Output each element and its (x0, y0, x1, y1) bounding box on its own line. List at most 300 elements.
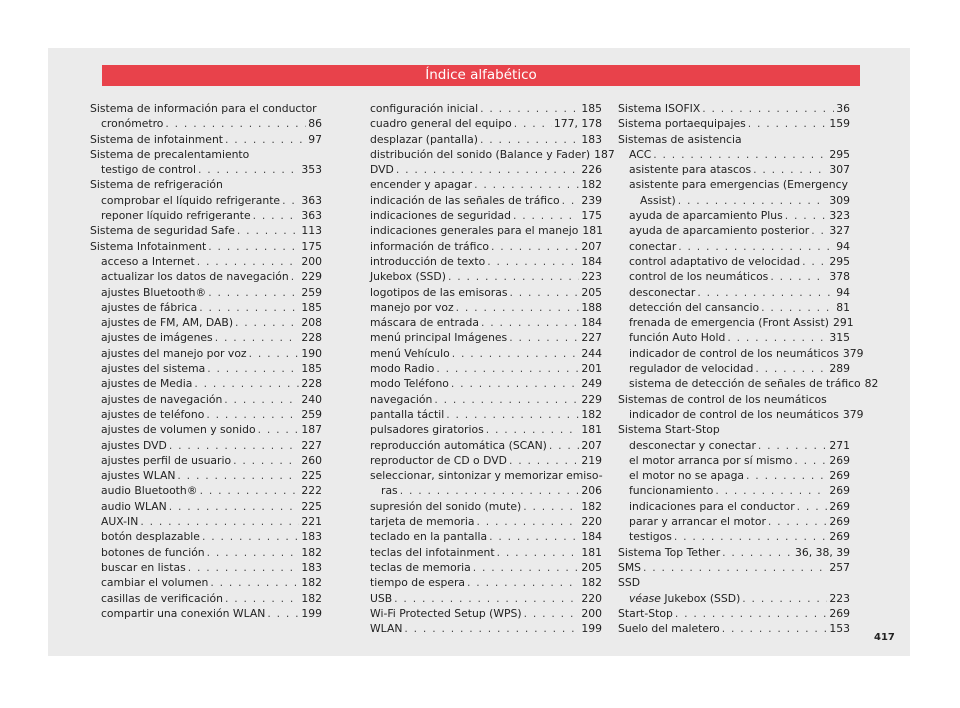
index-entry (90, 560, 322, 575)
index-entry-page: 181 (581, 423, 602, 437)
index-entry (618, 239, 850, 254)
index-entry (618, 621, 850, 636)
index-entry-label: cuadro general del equipo (370, 117, 512, 131)
index-entry-label: parar y arrancar el motor (629, 515, 766, 529)
index-entry (90, 591, 322, 606)
index-entry-page: 239 (581, 193, 602, 207)
index-entry (370, 361, 602, 376)
index-entry-label: indicador de control de los neumáticos (629, 346, 839, 360)
dot-leader (169, 438, 300, 453)
index-entry (90, 285, 322, 300)
index-entry-page: 183 (301, 530, 322, 544)
index-column-1 (90, 101, 322, 621)
index-entry (370, 147, 615, 162)
index-entry-label: indicaciones de seguridad (370, 209, 511, 223)
index-entry-page: 379 (842, 407, 864, 421)
index-entry (618, 254, 850, 269)
index-entry-page: 223 (581, 270, 602, 284)
index-entry-page: 184 (581, 530, 602, 544)
index-entry (370, 591, 602, 606)
dot-leader (446, 407, 579, 422)
index-entry-label: ajustes WLAN (101, 469, 176, 483)
index-entry-page: 307 (829, 163, 850, 177)
index-entry-label: Sistema Top Tether (618, 545, 721, 559)
index-heading: Sistema de refrigeración (90, 178, 223, 192)
index-entry-page: 187 (594, 147, 615, 161)
dot-leader (197, 254, 300, 269)
index-entry-label: ajustes de fábrica (101, 300, 198, 314)
index-entry-label: ajustes DVD (101, 438, 167, 452)
index-entry-label: Suelo del maletero (618, 622, 720, 636)
dot-leader (674, 529, 828, 544)
index-entry-label: desconectar y conectar (629, 438, 756, 452)
index-entry-page: 225 (301, 469, 322, 483)
dot-leader (267, 606, 299, 621)
dot-leader (748, 116, 828, 131)
index-entry-page: 229 (301, 270, 322, 284)
dot-leader (210, 575, 299, 590)
index-entry-label: ajustes de imágenes (101, 331, 213, 345)
index-entry-label: menú Vehículo (370, 346, 450, 360)
page-title: Índice alfabético (102, 65, 860, 86)
index-entry-label: actualizar los datos de navegación (101, 270, 289, 284)
index-entry-label: buscar en listas (101, 560, 186, 574)
index-heading: Sistemas de control de los neumáticos (618, 392, 827, 406)
dot-leader (404, 621, 579, 636)
index-entry (618, 285, 850, 300)
dot-leader (715, 483, 827, 498)
index-entry-label: reproducción automática (SCAN) (370, 438, 547, 452)
index-entry (618, 193, 850, 208)
index-entry-page: 82 (864, 377, 879, 391)
index-entry-page: 200 (581, 606, 602, 620)
dot-leader (562, 193, 580, 208)
index-entry-page: 199 (581, 622, 602, 636)
index-entry-page: 183 (301, 560, 322, 574)
index-entry-page: 159 (829, 117, 850, 131)
index-entry-label: ayuda de aparcamiento Plus (629, 209, 783, 223)
index-entry (370, 514, 602, 529)
index-entry-label: control de los neumáticos (629, 270, 769, 284)
index-entry-label: WLAN (370, 622, 403, 636)
index-entry-page: 200 (301, 254, 322, 268)
dot-leader (513, 208, 579, 223)
index-entry-page: 220 (581, 515, 602, 529)
index-entry-page: 208 (301, 316, 322, 330)
index-entry-page: 205 (581, 285, 602, 299)
index-entry-label: compartir una conexión WLAN (101, 606, 266, 620)
index-entry-page: 223 (829, 591, 850, 605)
index-entry-label: audio Bluetooth® (101, 484, 198, 498)
index-entry-label: testigos (629, 530, 672, 544)
index-entry (370, 177, 602, 192)
index-entry (370, 392, 602, 407)
dot-leader (758, 438, 828, 453)
index-entry (618, 606, 850, 621)
dot-leader (761, 300, 834, 315)
index-entry (90, 606, 322, 621)
index-entry-page: 199 (301, 606, 322, 620)
dot-leader (653, 147, 827, 162)
index-entry (618, 147, 850, 162)
index-entry (618, 560, 850, 575)
index-entry (618, 361, 850, 376)
dot-leader (489, 529, 579, 544)
dot-leader (400, 483, 580, 498)
index-entry (618, 529, 850, 544)
dot-leader (768, 514, 828, 529)
index-entry-label: indicaciones para el conductor (629, 499, 795, 513)
index-entry-page: 378 (829, 270, 850, 284)
index-entry (90, 361, 322, 376)
dot-leader (467, 575, 579, 590)
index-entry-page: 181 (581, 545, 602, 559)
index-entry (90, 529, 322, 544)
index-entry (618, 315, 854, 330)
index-entry-page: 184 (581, 316, 602, 330)
index-entry-label: casillas de verificación (101, 591, 223, 605)
index-entry-page: 36, 38, 39 (795, 545, 850, 559)
index-entry (90, 468, 322, 483)
index-entry-label: asistente para atascos (629, 163, 752, 177)
index-entry-label: ajustes del sistema (101, 362, 206, 376)
index-entry (90, 453, 322, 468)
index-entry-page: 323 (829, 209, 850, 223)
index-entry (618, 545, 850, 560)
index-entry (370, 116, 602, 131)
index-entry-label: ajustes de volumen y sonido (101, 423, 256, 437)
dot-leader (396, 162, 580, 177)
index-entry-page: 220 (581, 591, 602, 605)
index-entry-label: modo Teléfono (370, 377, 449, 391)
index-entry-page: 309 (829, 193, 850, 207)
index-entry-label: ajustes de navegación (101, 392, 223, 406)
dot-leader (448, 269, 579, 284)
index-entry-page: 289 (829, 362, 850, 376)
index-entry-label: detección del cansancio (629, 300, 760, 314)
dot-leader (491, 239, 579, 254)
dot-leader (802, 254, 827, 269)
dot-leader (549, 438, 580, 453)
index-heading: asistente para emergencias (Emergency (629, 178, 848, 192)
index-entry-label: ajustes de Media (101, 377, 193, 391)
index-entry-page: 205 (581, 560, 602, 574)
index-entry-label: indicaciones generales para el manejo (370, 224, 579, 238)
index-entry-label: encender y apagar (370, 178, 473, 192)
dot-leader (697, 285, 834, 300)
index-entry-page: 185 (301, 300, 322, 314)
dot-leader (811, 223, 827, 238)
index-entry (618, 269, 850, 284)
index-heading: Sistema de información para el conductor (90, 102, 317, 115)
index-entry-label: botones de función (101, 545, 205, 559)
index-entry (370, 422, 602, 437)
dot-leader (742, 591, 827, 606)
index-entry-label: pulsadores giratorios (370, 423, 484, 437)
dot-leader (215, 330, 300, 345)
index-entry (90, 208, 322, 223)
dot-leader (225, 591, 299, 606)
index-entry-page: 188 (581, 300, 602, 314)
index-entry (90, 376, 322, 391)
index-entry-page: 227 (581, 331, 602, 345)
dot-leader (207, 545, 300, 560)
dot-leader (675, 606, 828, 621)
index-entry-page: 206 (581, 484, 602, 498)
dot-leader (456, 300, 580, 315)
index-entry-page: 257 (829, 560, 850, 574)
index-entry-page: 185 (581, 102, 602, 115)
index-entry-page: 182 (581, 407, 602, 421)
index-entry (618, 223, 850, 238)
index-entry-page: 221 (301, 515, 322, 529)
index-entry-label: Jukebox (SSD) (370, 270, 446, 284)
dot-leader (258, 422, 300, 437)
index-heading: Sistema de precalentamiento (90, 147, 250, 161)
index-entry (370, 483, 602, 498)
index-entry (370, 560, 602, 575)
index-column-2 (370, 101, 615, 636)
index-entry-label: frenada de emergencia (Front Assist) (629, 316, 829, 330)
dot-leader (794, 453, 827, 468)
index-entry (370, 330, 602, 345)
dot-leader (678, 193, 828, 208)
dot-leader (497, 545, 580, 560)
index-entry-label: información de tráfico (370, 239, 490, 253)
index-heading: seleccionar, sintonizar y memorizar emiso- (370, 469, 603, 483)
index-entry-page: 182 (301, 576, 322, 590)
index-entry-label: comprobar el líquido refrigerante (101, 193, 281, 207)
dot-leader (194, 376, 299, 391)
index-entry-page: 207 (581, 438, 602, 452)
index-entry-label: ayuda de aparcamiento posterior (629, 224, 810, 238)
index-entry (90, 223, 322, 238)
index-entry-page: 269 (829, 484, 850, 498)
index-entry (90, 575, 322, 590)
index-entry (370, 300, 602, 315)
dot-leader (177, 468, 299, 483)
index-entry (618, 407, 864, 422)
index-entry (370, 346, 602, 361)
index-entry-page: 175 (581, 209, 602, 223)
index-entry-label: audio WLAN (101, 499, 167, 513)
index-entry (618, 208, 850, 223)
dot-leader (473, 560, 580, 575)
index-entry-page: 363 (301, 209, 322, 223)
index-heading: SSD (618, 576, 641, 590)
dot-leader (476, 514, 579, 529)
index-entry-page: 187 (301, 423, 322, 437)
index-entry (90, 193, 322, 208)
index-entry-page: 113 (301, 224, 322, 238)
dot-leader (487, 254, 579, 269)
index-entry (370, 606, 602, 621)
dot-leader (643, 560, 827, 575)
index-entry-label: ajustes Bluetooth® (101, 285, 207, 299)
dot-leader (770, 269, 827, 284)
index-entry-label: reponer líquido refrigerante (101, 209, 251, 223)
index-entry (90, 438, 322, 453)
dot-leader (524, 606, 580, 621)
dot-leader (436, 361, 579, 376)
dot-leader (702, 101, 834, 116)
page-number: 417 (874, 632, 895, 643)
dot-leader (746, 468, 827, 483)
index-entry-page: 182 (581, 499, 602, 513)
index-entry (370, 407, 602, 422)
index-entry-label: cronómetro (101, 117, 164, 131)
dot-leader (169, 499, 300, 514)
index-entry-page: 228 (301, 331, 322, 345)
index-entry-label: USB (370, 591, 393, 605)
index-entry-label: control adaptativo de velocidad (629, 254, 801, 268)
dot-leader (207, 361, 299, 376)
index-entry (370, 499, 602, 514)
index-entry-label: ras (381, 484, 398, 498)
dot-leader (474, 177, 579, 192)
index-entry-page: 182 (581, 576, 602, 590)
index-entry-page: 240 (301, 392, 322, 406)
index-entry-page: 269 (829, 469, 850, 483)
index-entry-page: 182 (301, 591, 322, 605)
dot-leader (225, 132, 306, 147)
index-entry (370, 269, 602, 284)
index-entry-page: 177, 178 (553, 117, 602, 131)
index-entry-page: 379 (842, 346, 864, 360)
dot-leader (140, 514, 299, 529)
index-entry-page: 353 (301, 163, 322, 177)
index-entry (370, 193, 602, 208)
dot-leader (480, 132, 579, 147)
index-entry-label: testigo de control (101, 163, 196, 177)
index-entry-label: indicación de las señales de tráfico (370, 193, 560, 207)
dot-leader (202, 529, 299, 544)
index-entry-page: 86 (308, 117, 322, 131)
dot-leader (486, 422, 580, 437)
dot-leader (208, 285, 299, 300)
index-entry-page: 269 (829, 515, 850, 529)
index-entry-label: véase Jukebox (SSD) (629, 591, 741, 605)
index-entry (370, 223, 602, 238)
dot-leader (480, 101, 579, 116)
index-entry-page: 201 (581, 362, 602, 376)
index-entry-page: 269 (829, 606, 850, 620)
index-entry-label: desconectar (629, 285, 696, 299)
index-entry-page: 227 (301, 438, 322, 452)
index-entry (618, 468, 850, 483)
index-entry (618, 453, 850, 468)
index-entry-label: pantalla táctil (370, 407, 445, 421)
dot-leader (235, 315, 299, 330)
index-entry-page: 291 (832, 316, 854, 330)
index-entry-label: DVD (370, 163, 394, 177)
index-entry-label: supresión del sonido (mute) (370, 499, 522, 513)
index-entry-page: 185 (301, 362, 322, 376)
index-entry (90, 269, 322, 284)
index-entry-label: tarjeta de memoria (370, 515, 475, 529)
index-entry (90, 239, 322, 254)
index-entry (618, 483, 850, 498)
index-entry (370, 162, 602, 177)
index-entry (618, 591, 850, 606)
index-entry-label: Sistema Infotainment (90, 239, 207, 253)
dot-leader (678, 239, 834, 254)
index-entry-label: botón desplazable (101, 530, 200, 544)
dot-leader (208, 239, 299, 254)
dot-leader (509, 453, 579, 468)
index-entry-label: Sistema ISOFIX (618, 102, 701, 115)
index-entry (618, 499, 850, 514)
dot-leader (233, 453, 299, 468)
index-entry-label: manejo por voz (370, 300, 454, 314)
index-entry-page: 295 (829, 147, 850, 161)
dot-leader (451, 376, 579, 391)
index-entry-page: 219 (581, 453, 602, 467)
index-entry-page: 259 (301, 285, 322, 299)
index-entry-label: reproductor de CD o DVD (370, 453, 507, 467)
index-entry-page: 228 (301, 377, 322, 391)
dot-leader (481, 315, 579, 330)
index-entry-label: el motor arranca por sí mismo (629, 453, 793, 467)
index-entry-label: desplazar (pantalla) (370, 132, 478, 146)
dot-leader (237, 223, 299, 238)
index-entry (90, 330, 322, 345)
index-entry-page: 97 (308, 132, 322, 146)
index-entry-label: ajustes del manejo por voz (101, 346, 247, 360)
index-entry-page: 183 (581, 132, 602, 146)
index-entry (618, 330, 850, 345)
dot-leader (198, 162, 299, 177)
index-entry (90, 116, 322, 131)
index-entry-label: función Auto Hold (629, 331, 726, 345)
index-entry-page: 225 (301, 499, 322, 513)
index-entry-label: ACC (629, 147, 652, 161)
index-entry-page: 182 (301, 545, 322, 559)
index-entry (90, 254, 322, 269)
dot-leader (206, 407, 299, 422)
index-entry-label: introducción de texto (370, 254, 486, 268)
index-entry-page: 36 (836, 102, 850, 115)
index-entry-label: logotipos de las emisoras (370, 285, 508, 299)
index-entry (90, 162, 322, 177)
index-entry-label: teclas del infotainment (370, 545, 495, 559)
index-entry-page: 271 (829, 438, 850, 452)
index-entry-label: Sistema portaequipajes (618, 117, 746, 131)
index-entry-page: 244 (581, 346, 602, 360)
index-entry-page: 207 (581, 239, 602, 253)
index-entry (370, 376, 602, 391)
index-heading: Sistema Start-Stop (618, 423, 720, 437)
index-entry (90, 483, 322, 498)
index-entry-page: 315 (829, 331, 850, 345)
index-entry (618, 162, 850, 177)
index-entry-label: acceso a Internet (101, 254, 195, 268)
index-entry-page: 184 (581, 254, 602, 268)
index-entry (90, 300, 322, 315)
dot-leader (394, 591, 579, 606)
index-entry-label: navegación (370, 392, 433, 406)
index-entry-label: Start-Stop (618, 606, 673, 620)
index-entry-label: ajustes de teléfono (101, 407, 205, 421)
index-entry-label: el motor no se apaga (629, 469, 745, 483)
index-entry (370, 453, 602, 468)
index-entry-label: funcionamiento (629, 484, 714, 498)
index-entry (90, 545, 322, 560)
index-entry-label: indicador de control de los neumáticos (629, 407, 839, 421)
dot-leader (509, 330, 579, 345)
index-entry (90, 346, 322, 361)
index-entry (370, 545, 602, 560)
